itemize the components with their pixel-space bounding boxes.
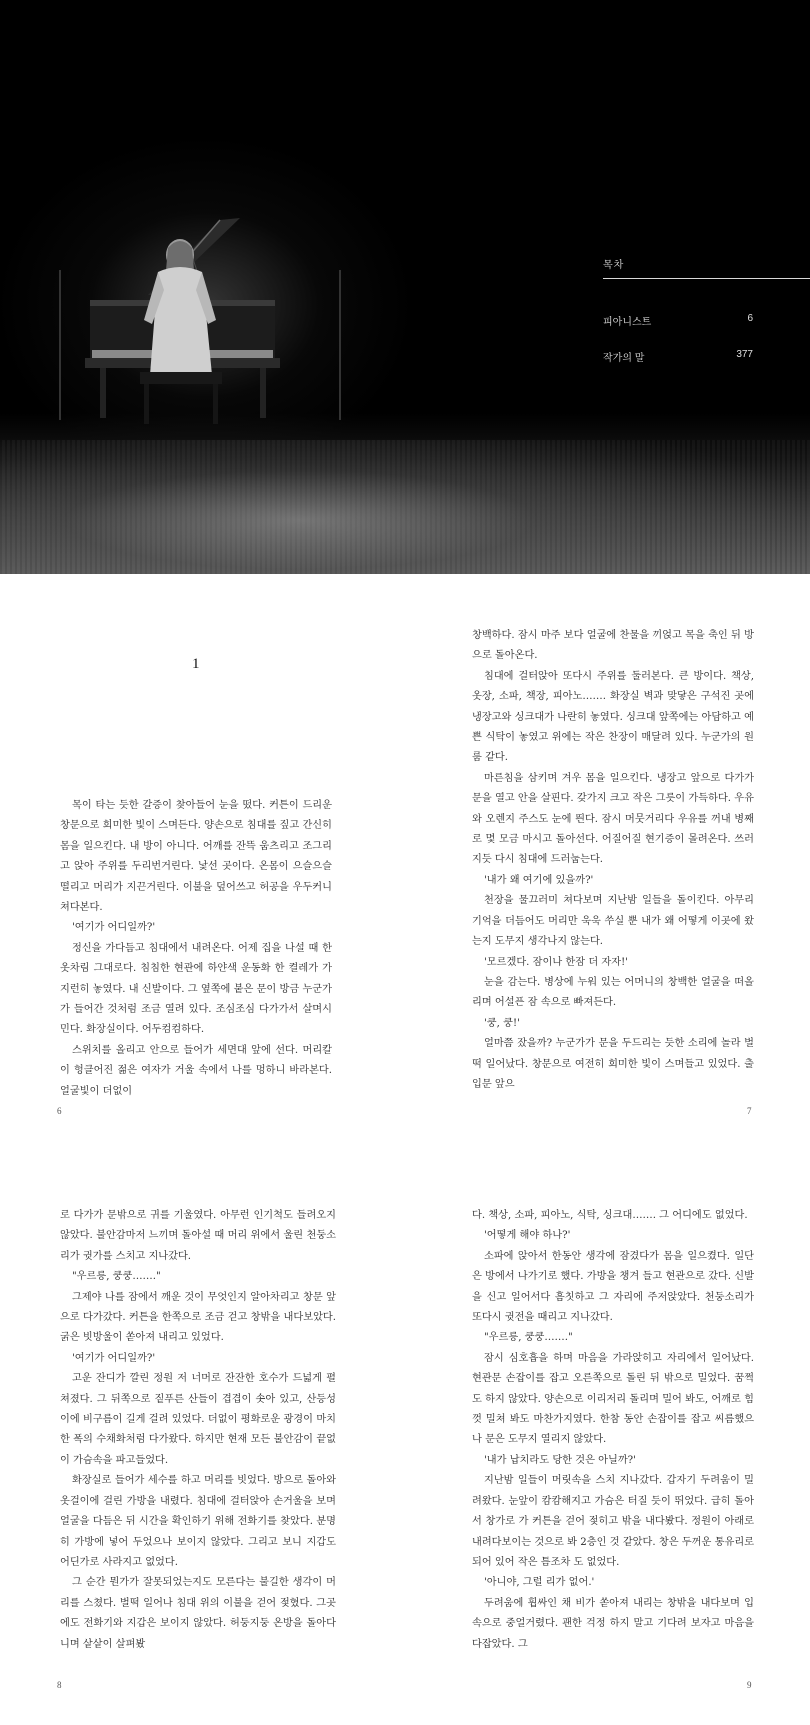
toc-heading: 목차 <box>603 260 625 271</box>
paragraph: 잠시 심호흡을 하며 마음을 가라앉히고 자리에서 일어났다. 현관문 손잡이를 잡고 오른쪽으로 돌린 뒤 밖으로 밀었다. 꿈쩍도 하지 않았다. 양손으로 이리저리 돌리며 밀어 봐도, 어깨로 힘껏 밀쳐 봐도 마찬가지였다. 한참 동안 손잡이를 잡고 씨름했으나 문은 도무지 열리지 않았다. <box>472 1352 754 1446</box>
paragraph: 그 순간 뭔가가 잘못되었는지도 모른다는 불길한 생각이 머리를 스쳤다. 벌떡 일어나 침대 위의 이불을 걷어 젖혔다. 그곳에도 전화기와 지갑은 보이지 않았다. 허둥지둥 온방을 돌아다니며 샅샅이 살펴봤 <box>60 1577 336 1650</box>
paragraph: 눈을 감는다. 병상에 누워 있는 어머니의 창백한 얼굴을 떠올리며 어설픈 잠 속으로 빠져든다. <box>472 976 754 1009</box>
page-number-right: 7 <box>747 1106 752 1116</box>
toc-entry-page: 377 <box>736 349 753 360</box>
paragraph: '어떻게 해야 하나?' <box>484 1230 571 1242</box>
paragraph: '내가 왜 여기에 있을까?' <box>484 874 594 886</box>
paragraph: 얼마쯤 잤을까? 누군가가 문을 두드리는 듯한 소리에 놀라 벌떡 일어났다. 창문으로 여전히 희미한 빛이 스며들고 있었다. 출입문 앞으 <box>472 1038 754 1090</box>
page-8-text <box>60 1206 336 1655</box>
toc-divider <box>603 278 810 279</box>
paragraph: '모르겠다. 잠이나 한잠 더 자자!' <box>484 956 628 968</box>
page-7-text <box>472 626 754 1095</box>
paragraph: 창백하다. 잠시 마주 보다 얼굴에 찬물을 끼얹고 목을 축인 뒤 방으로 돌아온다. <box>472 630 754 662</box>
page-9-text <box>472 1206 754 1655</box>
toc-entry-title: 피아니스트 <box>603 317 652 328</box>
paragraph: '쿵, 쿵!' <box>484 1017 520 1029</box>
toc-entry-title: 작가의 말 <box>603 353 645 364</box>
table-of-contents <box>603 256 810 365</box>
toc-entry[interactable] <box>603 349 753 365</box>
page-number-right: 9 <box>747 1680 752 1690</box>
paragraph: 고운 잔디가 깔린 정원 저 너머로 잔잔한 호수가 드넓게 펼쳐졌다. 그 뒤쪽으로 짙푸른 산들이 겹겹이 솟아 있고, 산등성이에 비구름이 길게 걸려 있었다. 더없이 평화로운 광경이 마치 한 폭의 수채화처럼 다가왔다. 하지만 현재 모든 불안감이 끝없이 가슴속을 파고들었다. <box>60 1373 336 1466</box>
toc-hero-image <box>0 0 810 574</box>
paragraph: 천장을 물끄러미 쳐다보며 지난밤 일들을 돌이킨다. 아무리 기억을 더듬어도 머리만 욱욱 쑤실 뿐 내가 왜 어떻게 이곳에 왔는지 도무지 생각나지 않는다. <box>472 895 754 948</box>
paragraph: 다. 책상, 소파, 피아노, 식탁, 싱크대……. 그 어디에도 없었다. <box>472 1210 748 1221</box>
page-6-text <box>60 796 332 1102</box>
paragraph: '여기가 어디일까?' <box>72 1352 156 1364</box>
paragraph: '내가 납치라도 당한 것은 아닐까?' <box>484 1454 636 1466</box>
paragraph: 로 다가가 문밖으로 귀를 기울였다. 아무런 인기척도 들려오지 않았다. 불안감마저 느끼며 돌아설 때 머리 위에서 울린 천둥소리가 귓가를 스치고 지나갔다. <box>60 1210 336 1262</box>
page-number-left: 6 <box>57 1106 62 1116</box>
paragraph: 목이 타는 듯한 갈증이 찾아들어 눈을 떴다. 커튼이 드리운 창문으로 희미한 빛이 스며든다. 양손으로 침대를 짚고 간신히 몸을 일으킨다. 내 방이 아니다. 어깨를 잔뜩 움츠리고 조그리고 앉아 주위를 두리번거린다. 낯선 곳이다. 온몸이 으슬으슬 떨리고 머리가 지끈거린다. 이불을 덮어쓰고 허공을 우두커니 쳐다본다. <box>60 800 332 914</box>
toc-entry-page: 6 <box>747 313 753 324</box>
page-number-left: 8 <box>57 1680 62 1690</box>
toc-entry[interactable] <box>603 313 753 329</box>
paragraph: "우르릉, 쿵쿵……." <box>484 1332 573 1344</box>
paragraph: 정신을 가다듬고 침대에서 내려온다. 어제 집을 나설 때 한 옷차림 그대로다. 침침한 현관에 하얀색 운동화 한 켤레가 가지런히 놓였다. 내 신발이다. 그 옆쪽에 붙은 문이 방금 누군가가 들어간 것처럼 조금 열려 있다. 조심조심 다가가서 살며시 민다. 화장실이다. 어두컴컴하다. <box>60 942 332 1036</box>
paragraph: 침대에 걸터앉아 또다시 주위를 둘러본다. 큰 방이다. 책상, 옷장, 소파, 책장, 피아노……. 화장실 벽과 맞닿은 구석진 곳에 냉장고와 싱크대가 나란히 놓였다. 싱크대 앞쪽에는 아담하고 예쁜 식탁이 놓였고 위에는 작은 찬장이 매달려 있다. 누군가의 원룸 같다. <box>472 670 754 764</box>
chapter-number: 1 <box>192 656 200 672</box>
paragraph: '아니야, 그럴 리가 없어.' <box>484 1577 595 1589</box>
paragraph: "우르릉, 쿵쿵……." <box>72 1271 161 1283</box>
paragraph: 마른침을 삼키며 겨우 몸을 일으킨다. 냉장고 앞으로 다가가 문을 열고 안을 살핀다. 갖가지 크고 작은 그릇이 가득하다. 우유와 오렌지 주스도 눈에 띈다. 잠시 머뭇거리다 우유를 꺼내 병째로 몇 모금 마시고 돌아선다. 어질어질 현기증이 몰려온다. 쓰러지듯 다시 침대에 드러눕는다. <box>472 772 754 866</box>
paragraph: 지난밤 일들이 머릿속을 스치 지나갔다. 갑자기 두려움이 밀려왔다. 눈앞이 캄캄해지고 가슴은 터질 듯이 뛰었다. 급히 돌아서 창가로 가 커튼을 걷어 젖히고 밖을 내다봤다. 정원이 아래로 내려다보이는 것으로 봐 2층인 것 같았다. 창은 두꺼운 통유리로 되어 있어 작은 틈조차 도 없었다. <box>472 1475 754 1568</box>
paragraph: 스위치를 올리고 안으로 들어가 세면대 앞에 선다. 머리칼이 헝클어진 젊은 여자가 거울 속에서 나를 멍하니 바라본다. 얼굴빛이 더없이 <box>60 1044 332 1097</box>
paragraph: 두려움에 휩싸인 채 비가 쏟아져 내리는 창밖을 내다보며 입속으로 중얼거렸다. 괜한 걱정 하지 말고 기다려 보자고 마음을 다잡았다. 그 <box>472 1597 754 1650</box>
paragraph: 그제야 나를 잠에서 깨운 것이 무엇인지 알아차리고 창문 앞으로 다가갔다. 커튼을 한쪽으로 조금 걷고 창밖을 내다보았다. 굵은 빗방울이 쏟아져 내리고 있었다. <box>60 1291 336 1344</box>
pianist-illustration <box>40 200 370 460</box>
paragraph: '여기가 어디일까?' <box>72 922 156 934</box>
paragraph: 화장실로 들어가 세수를 하고 머리를 빗었다. 방으로 돌아와 옷걸이에 걸린 가방을 내렸다. 침대에 걸터앉아 손거울을 보며 얼굴을 다듬은 뒤 시간을 확인하기 위해 전화기를 찾았다. 분명히 가방에 넣어 두었으나 보이지 않았다. 그리고 보니 지갑도 어딘가로 사라지고 없었다. <box>60 1475 336 1568</box>
paragraph: 소파에 앉아서 한동안 생각에 잠겼다가 몸을 일으켰다. 일단은 방에서 나가기로 했다. 가방을 챙겨 들고 현관으로 갔다. 신발을 신고 일어서다 흠칫하고 그 자리에 주저앉았다. 천둥소리가 또다시 귓전을 때리고 지나갔다. <box>472 1250 754 1324</box>
stage-floor <box>0 440 810 574</box>
